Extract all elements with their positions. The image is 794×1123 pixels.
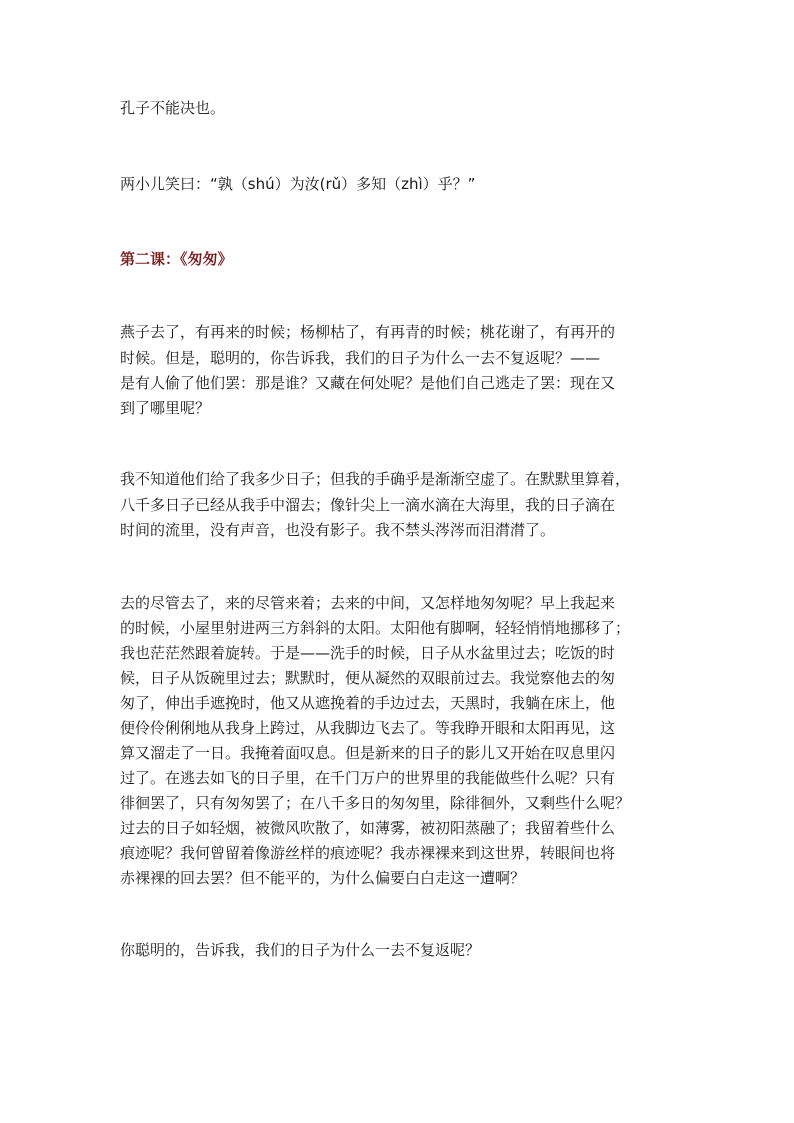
paragraph-line: 算又溜走了一日。我掩着面叹息。但是新来的日子的影儿又开始在叹息里闪 <box>120 744 616 762</box>
paragraph-line: 候，日子从饭碗里过去；默默时，便从凝然的双眼前过去。我觉察他去的匆 <box>120 669 616 687</box>
paragraph-line: 赤裸裸的回去罢？但不能平的，为什么偏要白白走这一遭啊？ <box>120 869 526 887</box>
paragraph-line: 你聪明的，告诉我，我们的日子为什么一去不复返呢？ <box>120 941 481 959</box>
paragraph-line: 过去的日子如轻烟，被微风吹散了，如薄雾，被初阳蒸融了；我留着些什么 <box>120 819 616 837</box>
paragraph-line: 时候。但是，聪明的，你告诉我，我们的日子为什么一去不复返呢？—— <box>120 349 601 367</box>
text-line: 两小儿笑曰：“孰（shú）为汝(rǔ）多知（zhì）乎？” <box>120 175 476 193</box>
paragraph-line: 是有人偷了他们罢：那是谁？又藏在何处呢？是他们自己逃走了罢：现在又 <box>120 374 616 392</box>
paragraph-line: 八千多日子已经从我手中溜去；像针尖上一滴水滴在大海里，我的日子滴在 <box>120 496 616 514</box>
paragraph-line: 燕子去了，有再来的时候；杨柳枯了，有再青的时候；桃花谢了，有再开的 <box>120 323 616 341</box>
paragraph-line: 痕迹呢？我何曾留着像游丝样的痕迹呢？我赤裸裸来到这世界，转眼间也将 <box>120 844 616 862</box>
paragraph-line: 便伶伶俐俐地从我身上跨过，从我脚边飞去了。等我睁开眼和太阳再见，这 <box>120 719 616 737</box>
paragraph-line: 去的尽管去了，来的尽管来着；去来的中间，又怎样地匆匆呢？早上我起来 <box>120 594 616 612</box>
paragraph-line: 到了哪里呢？ <box>120 399 211 417</box>
paragraph-line: 时间的流里，没有声音，也没有影子。我不禁头涔涔而泪潸潸了。 <box>120 521 556 539</box>
paragraph-line: 的时候，小屋里射进两三方斜斜的太阳。太阳他有脚啊，轻轻悄悄地挪移了； <box>120 619 631 637</box>
paragraph-line: 我也茫茫然跟着旋转。于是——洗手的时候，日子从水盆里过去；吃饭的时 <box>120 644 616 662</box>
paragraph-line: 我不知道他们给了我多少日子；但我的手确乎是渐渐空虚了。在默默里算着， <box>120 470 631 488</box>
paragraph-line: 徘徊罢了，只有匆匆罢了；在八千多日的匆匆里，除徘徊外，又剩些什么呢？ <box>120 794 631 812</box>
text-line: 孔子不能决也。 <box>120 99 226 117</box>
paragraph-line: 匆了，伸出手遮挽时，他又从遮挽着的手边过去，天黑时，我躺在床上，他 <box>120 694 616 712</box>
paragraph-line: 过了。在逃去如飞的日子里，在千门万户的世界里的我能做些什么呢？只有 <box>120 769 616 787</box>
lesson-heading: 第二课：《匆匆》 <box>120 250 233 268</box>
